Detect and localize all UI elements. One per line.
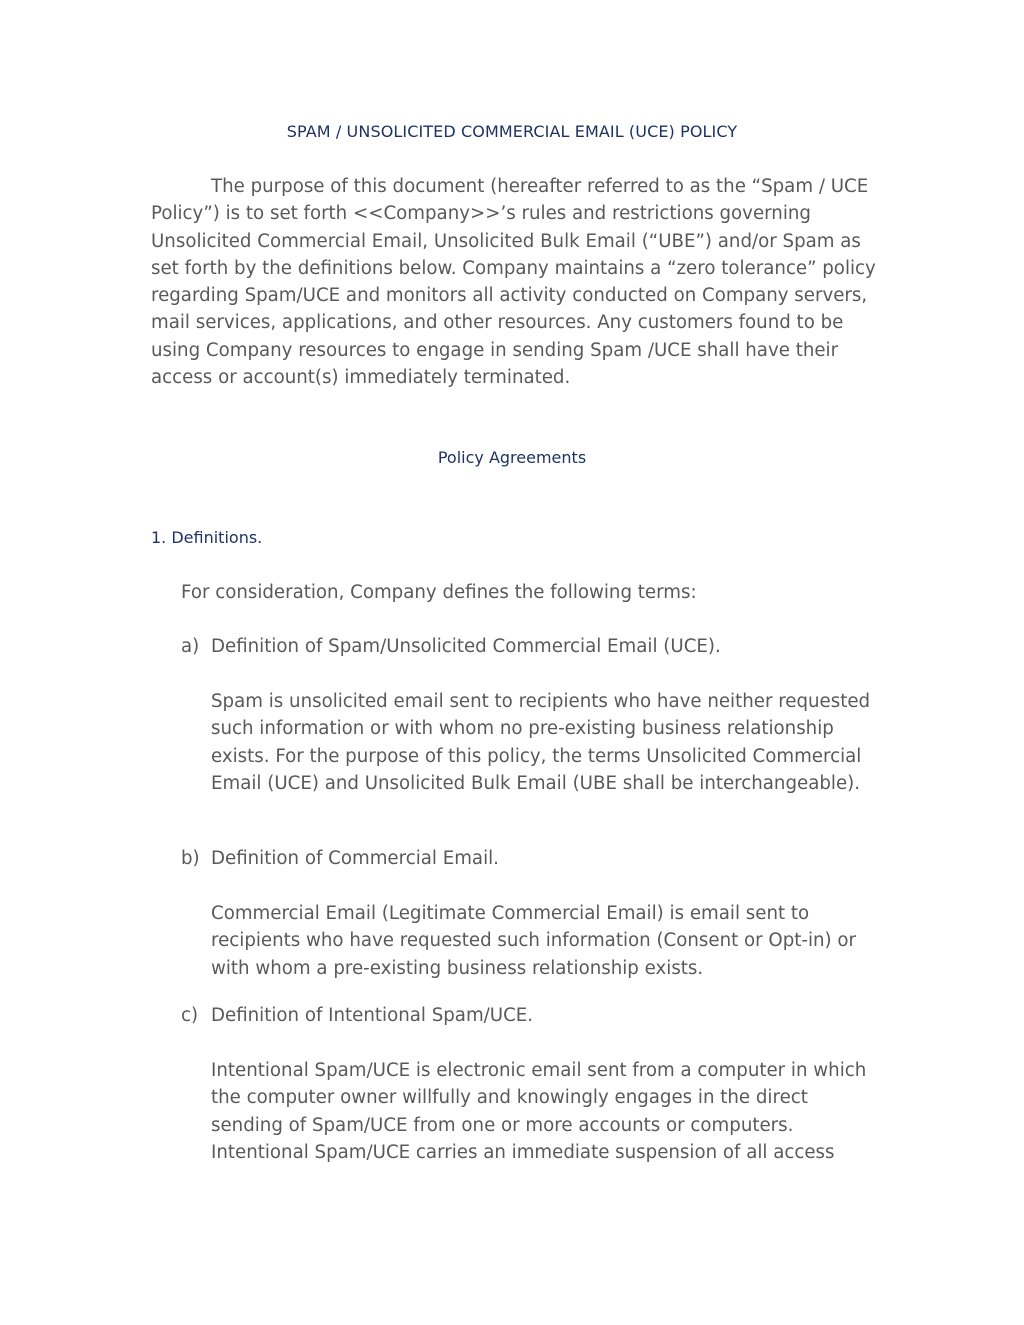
- intro-paragraph: The purpose of this document (hereafter referred to as the “Spam / UCE Policy”) is to set forth <<Company>>’s rules and restrictions governing Unsolicited Commercial Email, Unsolicited Bulk Email (“UBE”) and/or Spam as set forth by the definitions below. Company maintains a “zero tolerance” policy regarding Spam/UCE and monitors all activity conducted on Company servers, mail services, applications, and other resources. Any customers found to be using Company resources to engage in sending Spam /UCE shall have their access or account(s) immediately terminated.: [151, 176, 876, 389]
- clause-heading-definitions: 1. Definitions.: [151, 528, 263, 547]
- definition-title: Definition of Commercial Email.: [211, 848, 499, 869]
- definition-title: Definition of Spam/Unsolicited Commercial Email (UCE).: [211, 636, 721, 657]
- section-heading: Policy Agreements: [437, 448, 587, 467]
- list-marker: c): [181, 1005, 199, 1026]
- definition-title: Definition of Intentional Spam/UCE.: [211, 1005, 534, 1026]
- list-marker: b): [181, 848, 200, 869]
- document-title: SPAM / UNSOLICITED COMMERCIAL EMAIL (UCE) POLICY: [286, 122, 738, 141]
- list-marker: a): [181, 636, 200, 657]
- definition-body: Spam is unsolicited email sent to recipients who have neither requested such information or with whom no pre-existing business relationship exists. For the purpose of this policy, the terms Unsolicited Commercial Email (UCE) and Unsolicited Bulk Email (UBE shall be interchangeable).: [211, 691, 871, 794]
- definition-body: Intentional Spam/UCE is electronic email sent from a computer in which the computer owner willfully and knowingly engages in the direct sending of Spam/UCE from one or more accounts or computers. Intentional Spam/UCE carries an immediate suspension of all access: [211, 1060, 867, 1163]
- definition-body: Commercial Email (Legitimate Commercial Email) is email sent to recipients who have requested such information (Consent or Opt-in) or with whom a pre-existing business relationship exists.: [211, 903, 857, 979]
- definitions-lead-text: For consideration, Company defines the following terms:: [181, 582, 697, 603]
